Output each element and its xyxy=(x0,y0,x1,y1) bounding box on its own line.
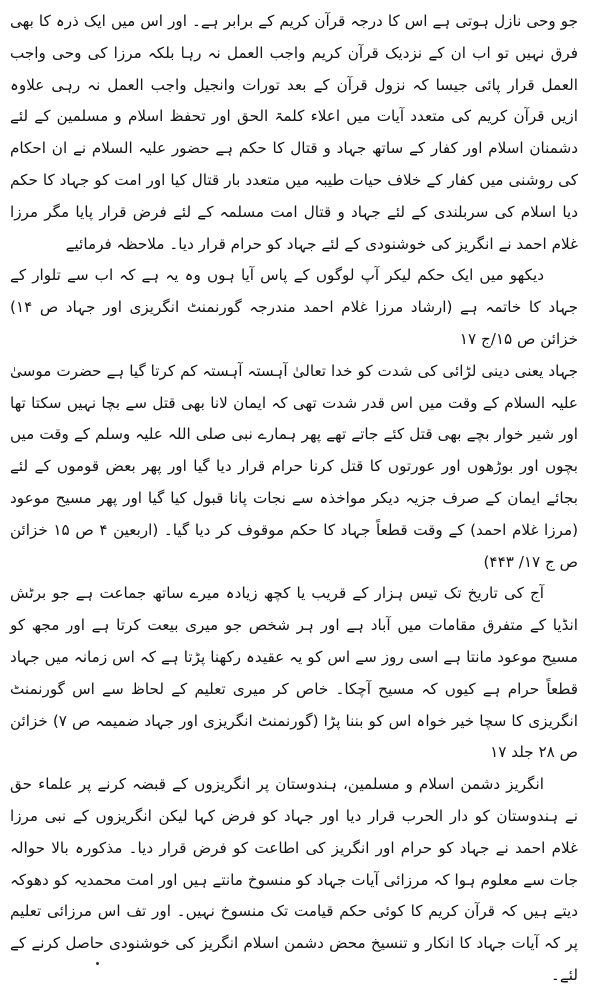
paragraph-quote-jihad-intensity: جہاد یعنی دینی لڑائی کی شدت کو خدا تعالیٰ آہستہ آہستہ کم کرتا گیا ہے حضرت موسیٰ علیہ السلام کے وقت میں اس قدر شدت تھی کہ ایمان لانا بھی قتل سے بچا نہیں سکتا تھا اور شیر خوار بچے بھی قتل کئے جاتے تھے پھر ہمارے نبی صلی اللہ علیہ وسلم کے وقت میں بچوں اور بوڑھوں اور عورتوں کا قتل کرنا حرام قرار دیا گیا اور پھر بعض قوموں کے لئے بجائے ایمان کے صرف جزیہ دیکر مواخذہ سے نجات پانا قبول کیا گیا اور پھر مسیح موعود (مرزا غلام احمد) کے وقت قطعاً جہاد کا حکم موقوف کر دیا گیا۔ (اربعین ۴ ص ۱۵ خزائن ص ج ۱۷/ ۴۴۳) xyxy=(10,361,578,571)
paragraph-intro: جو وحی نازل ہوتی ہے اس کا درجہ قرآن کریم کے برابر ہے۔ اور اس میں ایک ذرہ کا بھی فرق نہیں تو اب ان کے نزدیک قرآن کریم واجب العمل نہ رہا بلکہ مرزا کی وحی واجب العمل قرار پائی جیسا کہ نزول قرآن کے بعد تورات وانجیل واجب العمل نہ رہی علاوہ ازیں قرآن کریم کی متعدد آیات میں اعلاء کلمۃ الحق اور تحفظ اسلام و مسلمین کے لئے دشمنان اسلام اور کفار کے ساتھ جہاد و قتال کا حکم ہے حضور علیہ السلام نے ان احکام کی روشنی میں کفار کے خلاف حیات طیبہ میں متعدد بار قتال کیا اور امت کو جہاد کا حکم دیا اسلام کی سربلندی کے لئے جہاد و قتال امت مسلمہ کے لئے فرض قرار پایا مگر مرزا غلام احمد نے انگریز کی خوشنودی کے لئے جہاد کو حرام قرار دیا۔ ملاحظہ فرمائیے xyxy=(10,12,578,253)
page-dot-mark xyxy=(96,962,99,965)
paragraph-quote-jihad-end: دیکھو میں ایک حکم لیکر آپ لوگوں کے پاس آیا ہوں وہ یہ ہے کہ اب سے تلوار کے جہاد کا خاتمہ ہے (ارشاد مرزا غلام احمد مندرجہ گورنمنٹ انگریزی اور جہاد ص ۱۴) خزائن ص ۱۵/ج ۱۷ xyxy=(10,266,578,348)
paragraph-quote-community: آج کی تاریخ تک تیس ہزار کے قریب یا کچھ زیادہ میرے ساتھ جماعت ہے جو برٹش انڈیا کے متفرق مقامات میں آباد ہے اور ہر شخص جو میری بیعت کرتا ہے اور مجھ کو مسیح موعود مانتا ہے اسی روز سے اس کو یہ عقیدہ رکھنا پڑتا ہے کہ اس زمانہ میں جہاد قطعاً حرام ہے کیوں کہ مسیح آچکا۔ خاص کر میری تعلیم کے لحاظ سے اس گورنمنٹ انگریزی کا سچا خیر خواہ اس کو بننا پڑا (گورنمنٹ انگریزی اور جہاد ضمیمہ ص ۷) خزائن ص ۲۸ جلد ۱۷ xyxy=(10,584,579,762)
paragraph-conclusion: انگریز دشمن اسلام و مسلمین، ہندوستان پر انگریزوں کے قبضہ کرنے پر علماء حق نے ہندوستان کو دار الحرب قرار دیا اور جہاد کو فرض کہا لیکن انگریزوں کے نبی مرزا غلام احمد نے جہاد کو حرام اور انگریز کی اطاعت کو فرض قرار دیا۔ مذکورہ بالا حوالہ جات سے معلوم ہوا کہ مرزائی آیات جہاد کو منسوخ مانتے ہیں اور امت محمدیہ کو دھوکہ دیتے ہیں کہ قرآن کریم کا کوئی حکم قیامت تک منسوخ نہیں۔ اور تف اس مرزائی تعلیم پر کہ آیات جہاد کا انکار و تنسیخ محض دشمن اسلام انگریز کی خوشنودی حاصل کرنے کے لئے۔ xyxy=(10,775,578,984)
